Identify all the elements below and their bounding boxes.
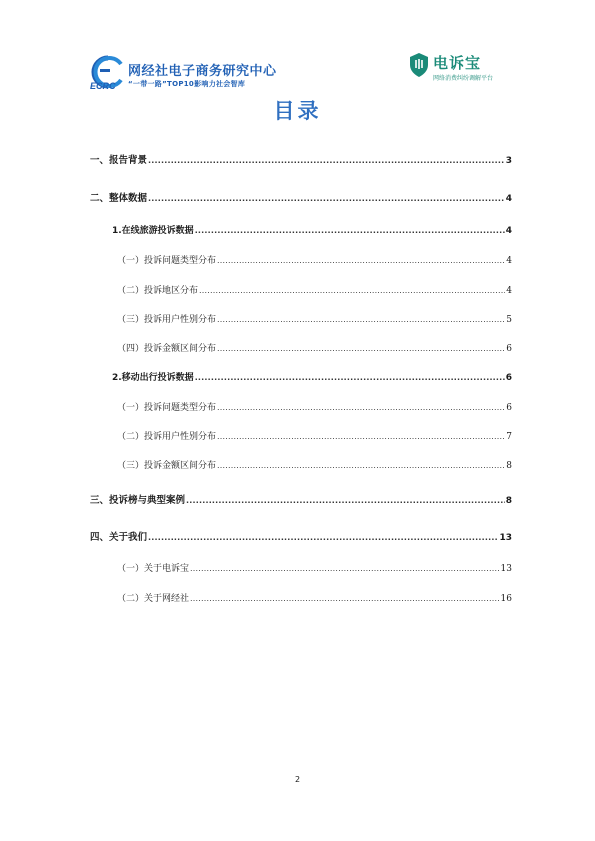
toc-entry-page: 8: [505, 496, 512, 506]
toc-entry[interactable]: [117, 283, 512, 296]
toc-entry-label: 一、报告背景: [90, 155, 148, 166]
toc-entry-label: （三）投诉金额区间分布: [117, 461, 217, 471]
toc-leader-dots: [190, 594, 500, 603]
toc-entry[interactable]: [117, 312, 512, 325]
toc-entry[interactable]: [117, 400, 512, 413]
toc-entry-page: 4: [505, 194, 512, 204]
toc-entry-label: （二）投诉用户性别分布: [117, 432, 217, 442]
ecrc-logo: [90, 55, 290, 91]
toc-entry-page: 4: [505, 226, 512, 236]
shield-icon: [409, 52, 429, 78]
toc-entry[interactable]: [117, 591, 512, 604]
toc-entry-label: （一）投诉问题类型分布: [117, 256, 217, 266]
toc-entry[interactable]: [117, 253, 512, 266]
toc-entry-page: 4: [506, 256, 512, 266]
toc-leader-dots: [148, 156, 505, 165]
ecrc-slogan: “一带一路”TOP10影响力社会智库: [128, 80, 246, 88]
toc-leader-dots: [190, 564, 500, 573]
toc-leader-dots: [195, 373, 505, 382]
toc-entry-label: （二）关于网经社: [117, 594, 190, 604]
toc-entry-page: 16: [500, 594, 512, 604]
toc-entry-label: 三、投诉榜与典型案例: [90, 495, 186, 506]
toc-leader-dots: [148, 533, 498, 542]
toc-entry[interactable]: [90, 190, 512, 204]
toc-leader-dots: [217, 344, 505, 353]
page-title: 目录: [273, 99, 322, 123]
toc-leader-dots: [217, 461, 505, 470]
toc-entry-label: （四）投诉金额区间分布: [117, 344, 217, 354]
toc-entry-page: 4: [506, 286, 512, 296]
toc-leader-dots: [186, 496, 505, 505]
toc-entry-page: 6: [506, 344, 512, 354]
toc-entry[interactable]: [90, 492, 512, 506]
toc-leader-dots: [148, 194, 505, 203]
toc-entry-page: 5: [506, 315, 512, 325]
toc-entry-page: 6: [505, 373, 512, 383]
toc-entry[interactable]: [112, 370, 512, 383]
toc-leader-dots: [199, 286, 505, 295]
toc-leader-dots: [217, 403, 505, 412]
toc-entry[interactable]: [90, 529, 512, 543]
toc-leader-dots: [217, 432, 505, 441]
toc-entry-page: 8: [506, 461, 512, 471]
dianshubao-brand: 电诉宝: [433, 54, 482, 72]
toc-entry[interactable]: [117, 341, 512, 354]
toc-leader-dots: [195, 226, 505, 235]
toc-entry[interactable]: [90, 152, 512, 166]
toc-entry-page: 6: [506, 403, 512, 413]
toc-entry-page: 13: [500, 564, 512, 574]
toc-leader-dots: [217, 315, 505, 324]
toc-entry[interactable]: [117, 458, 512, 471]
ecrc-abbr: ECRC: [90, 81, 116, 91]
toc-entry-label: （一）关于电诉宝: [117, 564, 190, 574]
toc-leader-dots: [217, 256, 505, 265]
dianshubao-logo: [409, 52, 509, 88]
toc-entry-page: 7: [506, 432, 512, 442]
page-number: 2: [294, 775, 301, 784]
toc-entry-label: （二）投诉地区分布: [117, 286, 199, 296]
toc-entry-page: 3: [505, 156, 512, 166]
ecrc-org-name: 网经社电子商务研究中心: [128, 64, 277, 79]
toc-entry-label: 四、关于我们: [90, 532, 148, 543]
toc-entry[interactable]: [112, 223, 512, 236]
toc-entry-label: 二、整体数据: [90, 193, 148, 204]
toc-entry-label: （一）投诉问题类型分布: [117, 403, 217, 413]
toc-entry-page: 13: [499, 533, 512, 543]
dianshubao-tagline: 网络消费纠纷调解平台: [433, 75, 494, 82]
toc-entry-label: 1.在线旅游投诉数据: [112, 226, 194, 236]
toc-entry-label: （三）投诉用户性别分布: [117, 315, 217, 325]
toc-entry[interactable]: [117, 561, 512, 574]
toc-entry[interactable]: [117, 429, 512, 442]
toc-entry-label: 2.移动出行投诉数据: [112, 373, 194, 383]
